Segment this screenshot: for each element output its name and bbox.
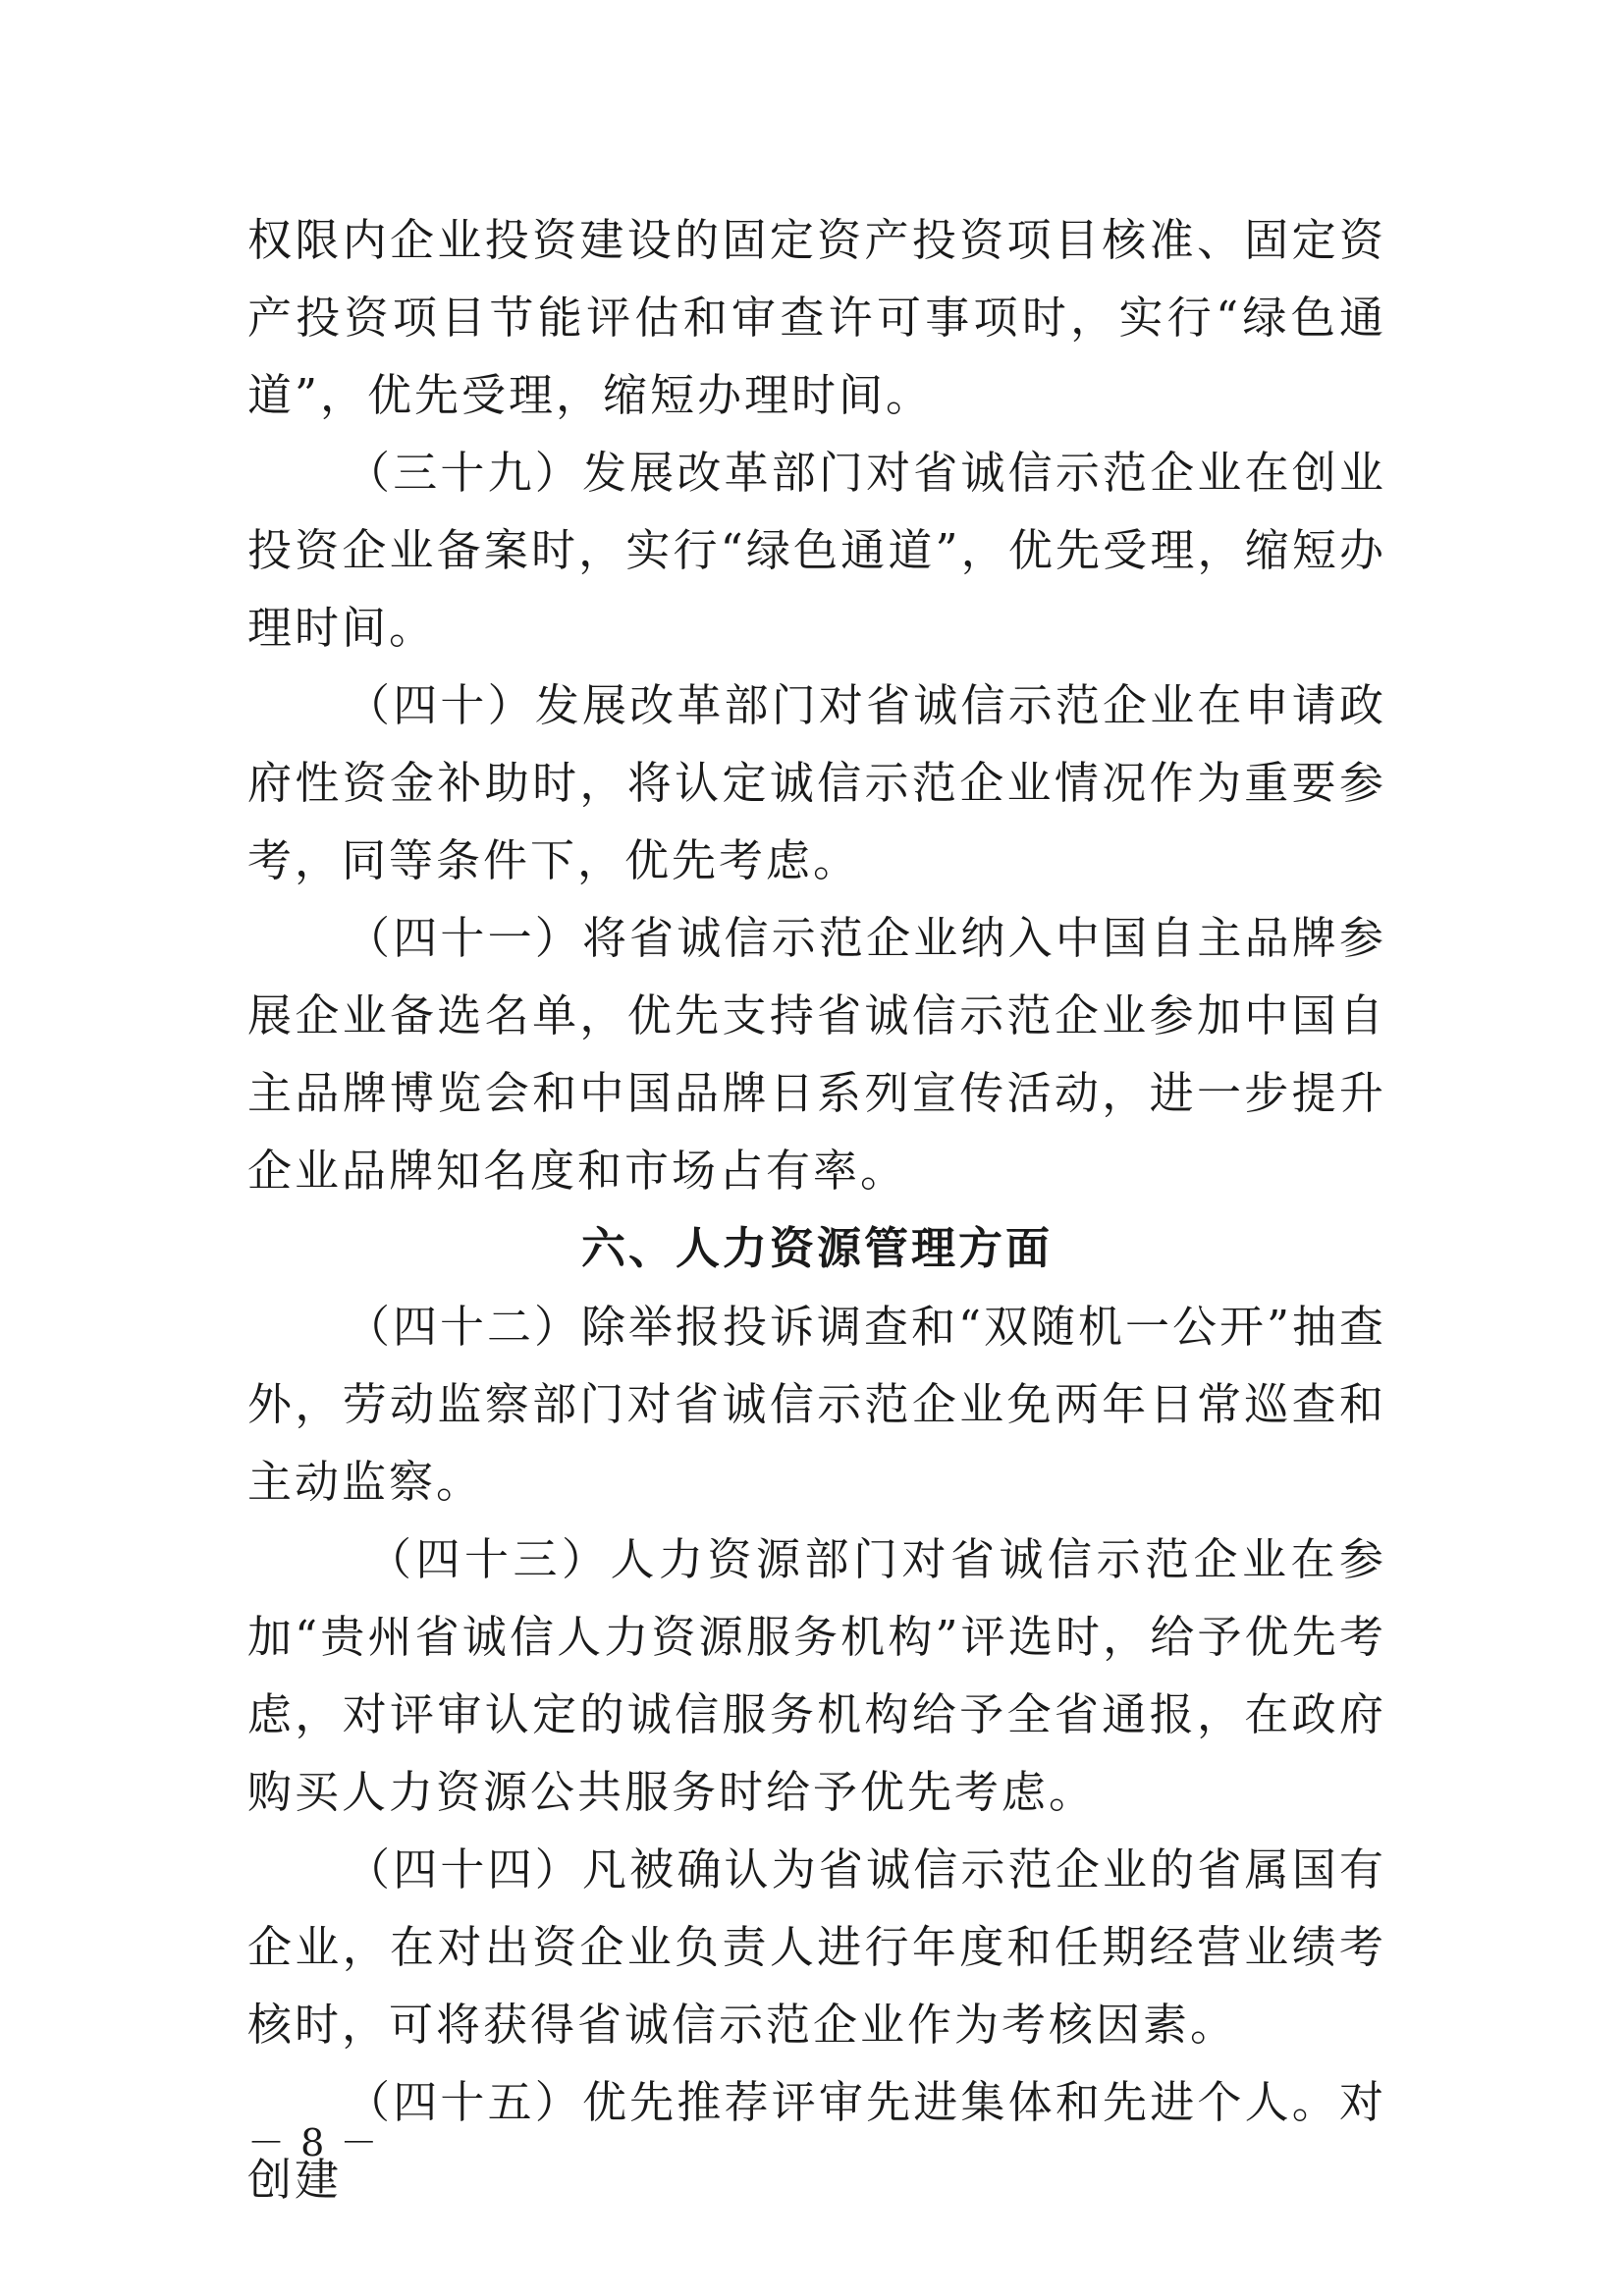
paragraph-item-45: （四十五）优先推荐评审先进集体和先进个人。对创建 (247, 2076, 1386, 2206)
paragraph-item-42: （四十二）除举报投诉调查和“双随机一公开”抽查外，劳动监察部门对省诚信示范企业免两年日常巡查和主动监察。 (247, 1301, 1387, 1508)
section-heading: 六、人力资源管理方面 (580, 1222, 1053, 1274)
paragraph-item-44: （四十四）凡被确认为省诚信示范企业的省属国有企业，在对出资企业负责人进行年度和任期经营业绩考核时，可将获得省诚信示范企业作为考核因素。 (247, 1843, 1386, 2051)
paragraph-continued: 权限内企业投资建设的固定资产投资项目核准、固定资产投资项目节能评估和审查许可事项时，实行“绿色通道”，优先受理，缩短办理时间。 (247, 214, 1386, 421)
paragraph-item-39: （三十九）发展改革部门对省诚信示范企业在创业投资企业备案时，实行“绿色通道”，优先受理，缩短办理时间。 (247, 447, 1386, 654)
paragraph-item-40: （四十）发展改革部门对省诚信示范企业在申请政府性资金补助时，将认定诚信示范企业情况作为重要参考，同等条件下，优先考虑。 (247, 679, 1386, 886)
page-number: － 8 － (247, 2121, 380, 2164)
paragraph-item-43: （四十三）人力资源部门对省诚信示范企业在参加“贵州省诚信人力资源服务机构”评选时，给予优先考虑，对评审认定的诚信服务机构给予全省通报，在政府购买人力资源公共服务时给予优先考虑。 (247, 1533, 1386, 1818)
paragraph-item-41: （四十一）将省诚信示范企业纳入中国自主品牌参展企业备选名单，优先支持省诚信示范企业参加中国自主品牌博览会和中国品牌日系列宣传活动，进一步提升企业品牌知名度和市场占有率。 (247, 912, 1386, 1197)
page-body (247, 201, 1386, 2218)
